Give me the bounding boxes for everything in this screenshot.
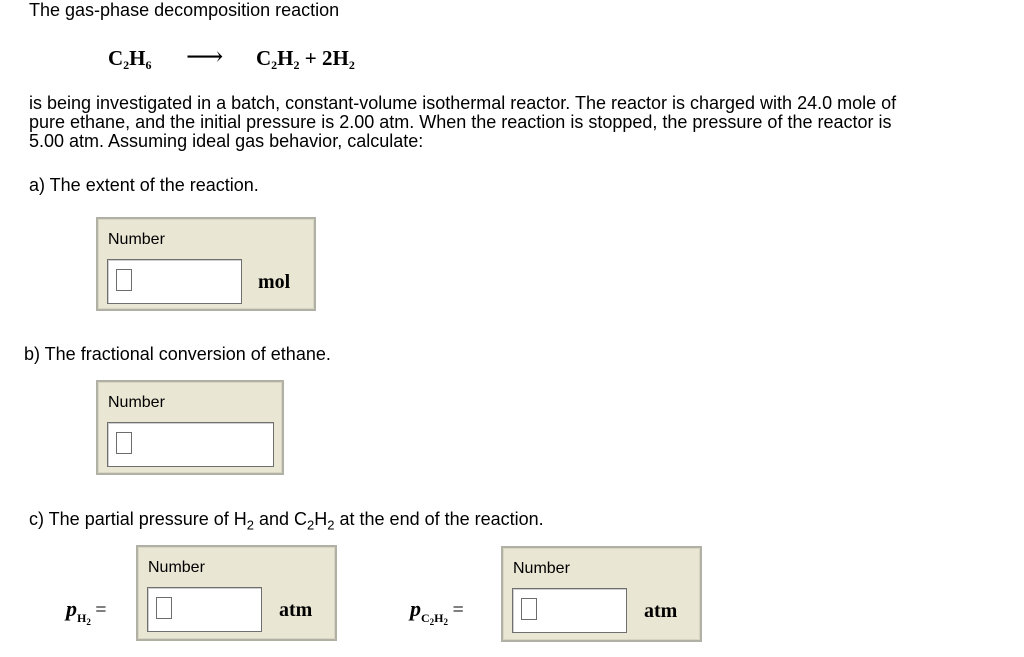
question-b-text: b) The fractional conversion of ethane.	[24, 344, 331, 364]
answer-b-box	[96, 380, 284, 475]
reaction-equation: $C_2H_6$	[108, 46, 152, 72]
paragraph-line: 5.00 atm. Assuming ideal gas behavior, calculate:	[29, 131, 424, 151]
answer-c-c2h2-input[interactable]	[512, 588, 627, 633]
answer-c-c2h2-box	[501, 546, 702, 642]
answer-a-label: Number	[108, 231, 165, 248]
answer-a-unit: mol	[258, 271, 291, 293]
reaction-arrow: ⟶	[186, 42, 224, 71]
p-h2-label: $p_{H_2}$ =	[66, 596, 107, 627]
question-a-text: a) The extent of the reaction.	[29, 175, 259, 195]
input-cursor-icon	[521, 598, 537, 620]
paragraph-line: pure ethane, and the initial pressure is 2.00 atm. When the reaction is stopped, the pressure of the reactor is	[29, 112, 892, 132]
question-c-text: c) The partial pressure of $H_2$ and $C_2H_2$ at the end of the reaction.	[29, 509, 544, 533]
input-cursor-icon	[156, 597, 172, 619]
answer-a-box	[96, 217, 316, 311]
answer-c-c2h2-unit: atm	[644, 600, 678, 622]
answer-c-h2-unit: atm	[279, 599, 313, 621]
answer-b-label: Number	[108, 394, 165, 411]
answer-b-input[interactable]	[107, 422, 274, 467]
answer-c-c2h2-label: Number	[513, 560, 570, 577]
answer-c-h2-box	[136, 545, 337, 641]
p-c2h2-label: $p_{C_2H_2}$ =	[410, 596, 464, 627]
paragraph-line: is being investigated in a batch, constant-volume isothermal reactor. The reactor is charged with 24.0 mole of	[29, 93, 897, 113]
intro-text: The gas-phase decomposition reaction	[29, 0, 340, 20]
answer-c-h2-input[interactable]	[147, 587, 262, 632]
answer-a-input[interactable]	[107, 259, 242, 304]
reaction-products: $C_2H_2 + 2H_2$	[256, 46, 355, 72]
input-cursor-icon	[116, 432, 132, 454]
problem-paragraph	[29, 94, 1019, 151]
input-cursor-icon	[116, 269, 132, 291]
answer-c-h2-label: Number	[148, 559, 205, 576]
